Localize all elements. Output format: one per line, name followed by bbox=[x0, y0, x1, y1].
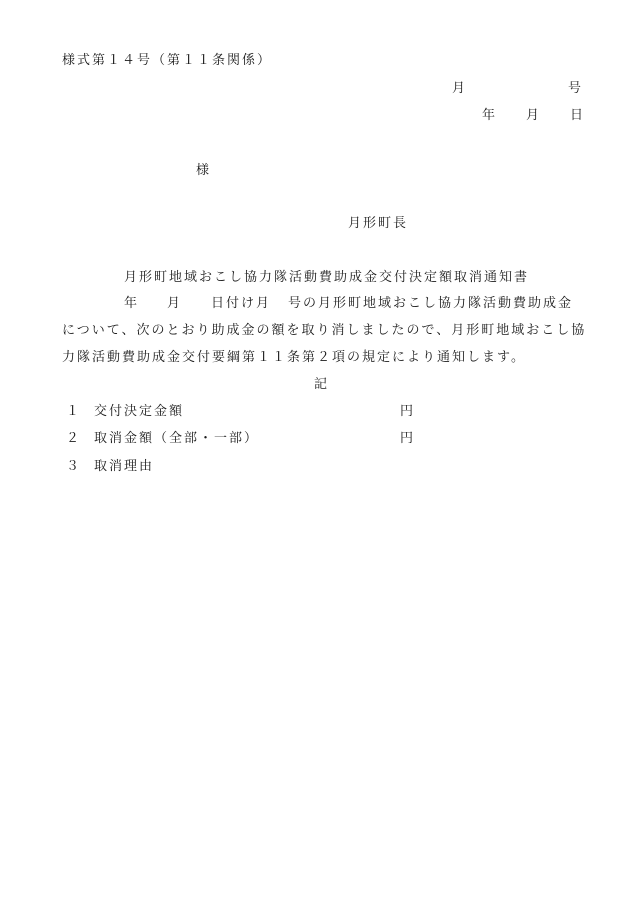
issuer-name: 月形町長 bbox=[348, 216, 409, 231]
body-line-2: について、次のとおり助成金の額を取り消しましたので、月形町地域おこし協 bbox=[62, 323, 587, 338]
item-label: 取消理由 bbox=[94, 459, 155, 474]
ki-heading: 記 bbox=[314, 377, 328, 392]
item-number: １ bbox=[66, 404, 80, 419]
item-label: 交付決定金額 bbox=[94, 404, 185, 419]
item-unit: 円 bbox=[400, 404, 414, 419]
document-title: 月形町地域おこし協力隊活動費助成金交付決定額取消通知書 bbox=[124, 270, 530, 285]
body-month-label: 月 bbox=[167, 296, 181, 311]
addressee-suffix: 様 bbox=[196, 163, 210, 178]
issue-month-label: 月 bbox=[452, 81, 466, 96]
item-label: 取消金額（全部・一部） bbox=[94, 431, 260, 446]
body-line-3: 力隊活動費助成金交付要綱第１１条第２項の規定により通知します。 bbox=[62, 350, 526, 365]
item-number: ３ bbox=[66, 459, 80, 474]
issue-number-label: 号 bbox=[568, 81, 582, 96]
date-year-label: 年 bbox=[482, 108, 496, 123]
date-day-label: 日 bbox=[570, 108, 584, 123]
body-year-label: 年 bbox=[124, 296, 138, 311]
item-unit: 円 bbox=[400, 431, 414, 446]
date-month-label: 月 bbox=[526, 108, 540, 123]
item-number: ２ bbox=[66, 431, 80, 446]
form-number: 様式第１４号（第１１条関係） bbox=[62, 53, 273, 68]
body-day-label: 日付け月 bbox=[211, 296, 272, 311]
body-number-tail: 号の月形町地域おこし協力隊活動費助成金 bbox=[288, 296, 574, 311]
